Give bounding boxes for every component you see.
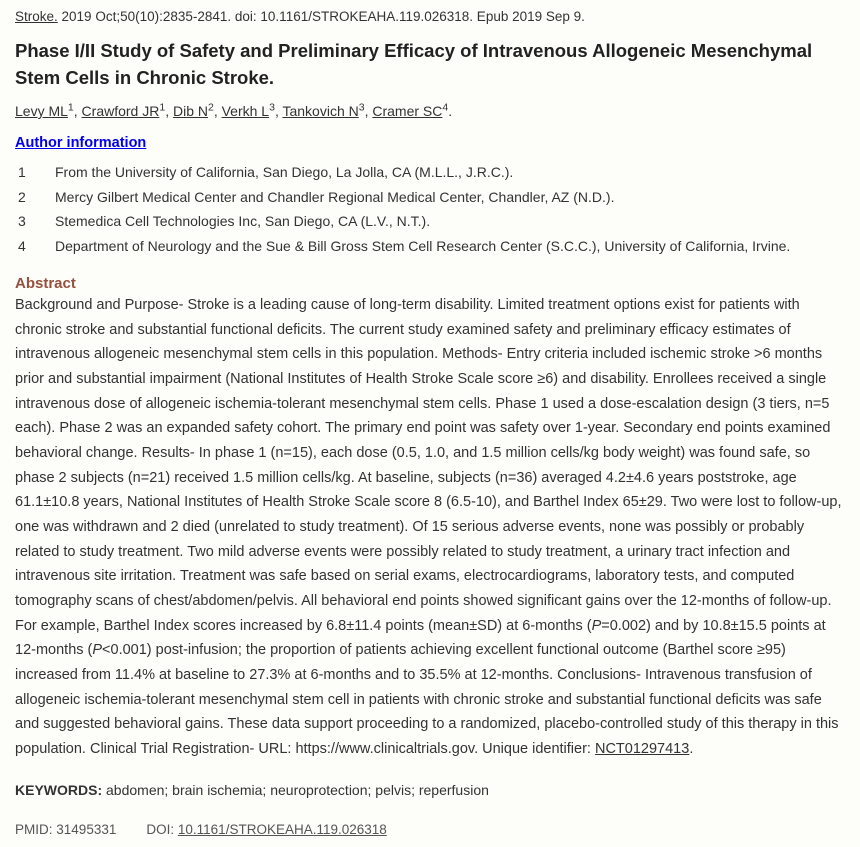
pmid-group xyxy=(15,822,116,837)
affiliation-list xyxy=(15,160,846,258)
author-link[interactable]: Dib N xyxy=(172,103,208,119)
keywords-line xyxy=(15,780,846,800)
doi-group xyxy=(146,822,386,837)
citation-line xyxy=(15,8,846,26)
author-link[interactable]: Crawford JR xyxy=(81,103,160,119)
italic-stat-symbol: P xyxy=(591,617,602,634)
affiliation-item xyxy=(15,160,846,185)
affiliation-text: From the University of California, San Diego, La Jolla, CA (M.L.L., J.R.C.). xyxy=(55,164,514,180)
author-affiliation-ref: 2 xyxy=(207,101,214,114)
journal-link[interactable]: Stroke. xyxy=(15,9,58,24)
article-title: Phase I/II Study of Safety and Preliminary Efficacy of Intravenous Allogeneic Mesenchymal Stem Cells in Chronic Stroke. xyxy=(15,40,813,88)
affiliation-text: Mercy Gilbert Medical Center and Chandler Regional Medical Center, Chandler, AZ (N.D.). xyxy=(55,188,615,205)
pmid-label: PMID: xyxy=(15,822,53,838)
affiliation-item xyxy=(15,234,846,259)
affiliation-number: 1 xyxy=(18,164,26,180)
author-link[interactable]: Tankovich N xyxy=(282,103,359,119)
nct-identifier-link[interactable]: NCT01297413 xyxy=(594,740,690,757)
abstract-segment: <0.001) post-infusion; the proportion of patients achieving excellent functional outcome (Barthel score ≥95) increased from 11.4% at baseline to 27.3% at 6-months and to 35.5% at 12-months. Conclusions- Intravenous transfusion of allogeneic ischemia-tolerant mesenchymal stem cell in patients with chronic stroke and substantial functional deficits was safe and suggested behavioral gains. These data support proceeding to a randomized, placebo-controlled study of this therapy in this population. Clinical Trial Registration- URL: https://www.clinicaltrials.gov. Unique identifier: xyxy=(15,642,839,757)
abstract-segment: . xyxy=(689,740,694,757)
italic-stat-symbol: P xyxy=(92,642,103,659)
abstract-heading: Abstract xyxy=(15,275,76,292)
pmid-value: 31495331 xyxy=(56,822,117,838)
keywords-label: KEYWORDS: xyxy=(15,782,103,799)
author-link[interactable]: Verkh L xyxy=(221,103,270,119)
author-affiliation-ref: 3 xyxy=(269,101,275,114)
author-affiliation-ref: 3 xyxy=(358,101,365,114)
abstract-segment: =0.002) and by 10.8±15.5 points at 12-months ( xyxy=(15,617,826,659)
affiliation-item xyxy=(15,209,846,234)
abstract-text xyxy=(15,293,846,761)
abstract-segment: Background and Purpose- Stroke is a leading cause of long-term disability. Limited treatment options exist for patients with chronic stroke and substantial functional deficits. The current study examined safety and preliminary efficacy estimates of intravenous allogeneic mesenchymal stem cells in this population. Methods- Entry criteria included ischemic stroke >6 months prior and substantial impairment (National Institutes of Health Stroke Scale score ≥6) and disability. Enrollees received a single intravenous dose of allogeneic ischemia-tolerant mesenchymal stem cells. Phase 1 used a dose-escalation design (3 tiers, n=5 each). Phase 2 was an expanded safety cohort. The primary end point was safety over 1-year. Secondary end points examined behavioral change. Results- In phase 1 (n=15), each dose (0.5, 1.0, and 1.5 million cells/kg body weight) was found safe, so phase 2 subjects (n=21) received 1.5 million cells/kg. At baseline, subjects (n=36) averaged 4.2±4.6 years poststroke, age 61.1±10.8 years, National Institutes of Health Stroke Scale score 8 (6.5-10), and Barthel Index 65±29. Two were lost to follow-up, one was withdrawn and 2 died (unrelated to study treatment). Of 15 serious adverse events, none was possibly or probably related to study treatment. Two mild adverse events were possibly related to study treatment, a urinary tract infection and intravenous site irritation. Treatment was safe based on serial exams, electrocardiograms, laboratory tests, and computed tomography scans of chest/abdomen/pelvis. All behavioral end points showed significant gains over the 12-months of follow-up. For example, Barthel Index scores increased by 6.8±11.4 points (mean±SD) at 6-months ( xyxy=(15,297,842,634)
author-link[interactable]: Cramer SC xyxy=(372,103,443,119)
author-affiliation-ref: 1 xyxy=(159,101,166,114)
affiliation-number: 4 xyxy=(18,237,26,254)
doi-link[interactable]: 10.1161/STROKEAHA.119.026318 xyxy=(177,822,387,838)
keywords-text: abdomen; brain ischemia; neuroprotection; pelvis; reperfusion xyxy=(102,782,489,799)
footer-identifiers xyxy=(15,822,846,837)
citation-details: 2019 Oct;50(10):2835-2841. doi: 10.1161/STROKEAHA.119.026318. Epub 2019 Sep 9. xyxy=(57,9,585,24)
author-affiliation-ref: 1 xyxy=(67,101,74,114)
affiliation-item xyxy=(15,185,846,210)
author-link[interactable]: Levy ML xyxy=(15,103,68,119)
author-list: Levy $ML^1$, Crawford $JR^1$, Dib $N^2$, Verkh $L^3$, Tankovich $N^3$, Cramer $SC^4$. xyxy=(15,101,453,119)
affiliation-number: 2 xyxy=(18,188,26,205)
author-information-heading[interactable]: Author information xyxy=(15,135,147,151)
affiliation-number: 3 xyxy=(18,213,26,229)
author-affiliation-ref: 4 xyxy=(442,101,449,114)
affiliation-text: Stemedica Cell Technologies Inc, San Diego, CA (L.V., N.T.). xyxy=(55,213,431,229)
affiliation-text: Department of Neurology and the Sue & Bill Gross Stem Cell Research Center (S.C.C.), University of California, Irvine. xyxy=(55,237,791,254)
doi-label: DOI: xyxy=(146,822,175,838)
